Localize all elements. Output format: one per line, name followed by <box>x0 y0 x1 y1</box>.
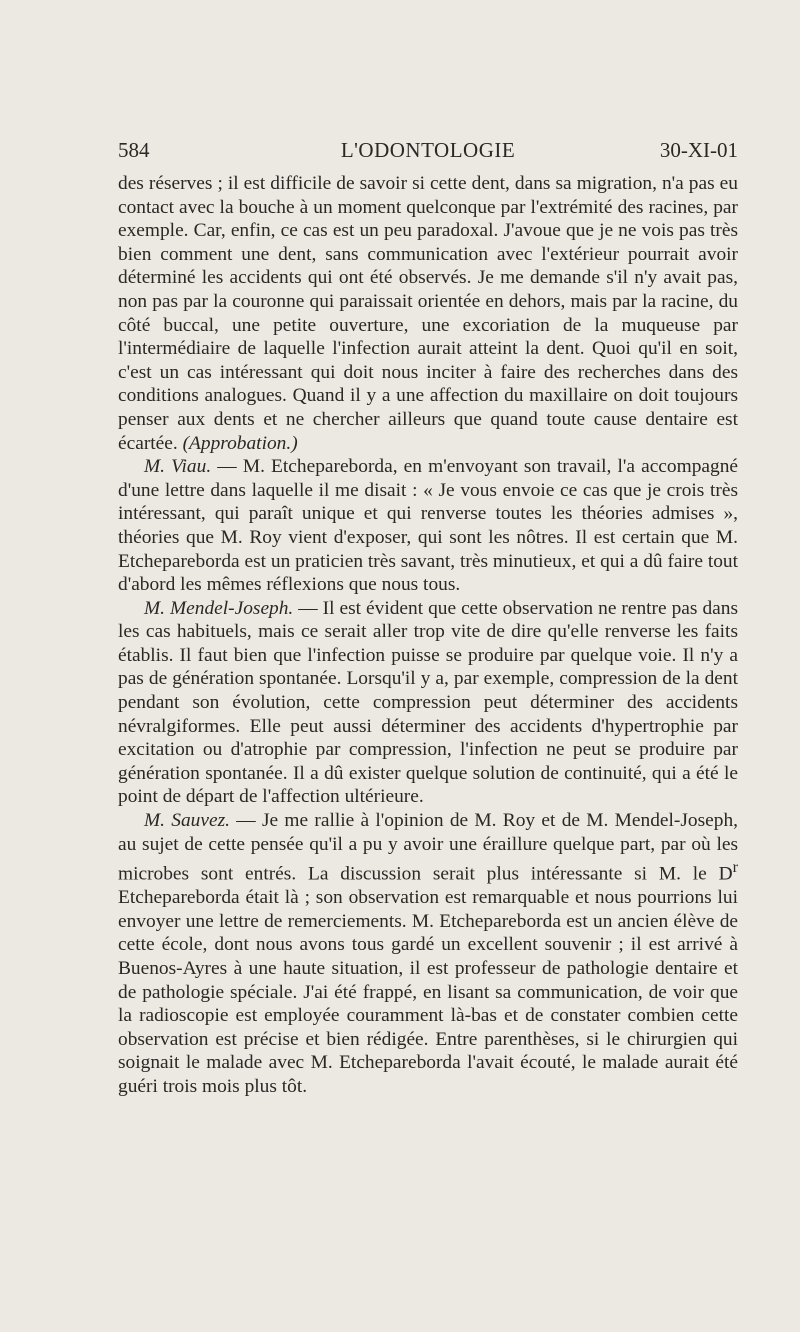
speaker-name: M. Viau. <box>144 456 212 478</box>
page-number: 584 <box>118 138 150 162</box>
paragraph-text: — Il est évident que cette observation ne rentre pas dans les cas habituels, mais ce serait aller trop vite de dire qu'elle renverse les faits établis. Il faut bien que l'infection puisse se produire par quelque voie. Il n'y a pas de génération spontanée. Lorsqu'il y a, par exemple, compression de la dent pendant son évolution, cette compression peut déterminer des accidents névralgiformes. Elle peut aussi déterminer des accidents d'hypertrophie par excitation ou d'atrophie par compression, l'infection ne peut se produire par génération spontanée. Il a dû exister quelque solution de continuité, qui a été le point de départ de l'affection ultérieure. <box>118 597 738 808</box>
speaker-name: M. Sauvez. <box>144 810 230 832</box>
paragraph-text: — Je me rallie à l'opinion de M. Roy et de M. Mendel-Joseph, au sujet de cette pensée qu'il a pu y avoir une éraillure quelque part, par où les microbes sont entrés. La discussion serait plus intéressante si M. le D <box>118 810 738 885</box>
paragraph-sauvez <box>118 809 738 1099</box>
paragraph-viau <box>118 455 738 597</box>
running-header <box>118 138 738 168</box>
applause-note: (Approbation.) <box>182 432 298 454</box>
paragraph-text: des réserves ; il est difficile de savoir si cette dent, dans sa migration, n'a pas eu contact avec la bouche à un moment quelconque par l'extrémité des racines, par exemple. Car, enfin, ce cas est un peu paradoxal. J'avoue que je ne vois pas très bien comment une dent, sans communication avec l'extérieur pourrait avoir déterminé les accidents qui ont été observés. Je me demande s'il n'y avait pas, non pas par la couronne qui paraissait orientée en dehors, mais par la racine, du côté buccal, une petite ouverture, une excoriation de la muqueuse par l'intermédiaire de laquelle l'infection aurait atteint la dent. Quoi qu'il en soit, c'est un cas intéressant qui doit nous inciter à faire des recherches dans des conditions analogues. Quand il y a une affection du maxillaire on doit toujours penser aux dents et ne chercher ailleurs que quand toute cause dentaire est écartée. <box>118 173 738 454</box>
paragraph-continuation <box>118 172 738 455</box>
superscript-r: r <box>732 859 738 877</box>
journal-title: L'ODONTOLOGIE <box>340 138 516 162</box>
paragraph-mendel-joseph <box>118 597 738 809</box>
issue-date: 30-XI-01 <box>659 138 738 162</box>
speaker-name: M. Mendel-Joseph. <box>144 597 294 619</box>
body-text <box>118 172 738 1099</box>
paragraph-text: — M. Etchepareborda, en m'envoyant son travail, l'a accompagné d'une lettre dans laquelle il me disait : « Je vous envoie ce cas que je crois très intéressant, qui paraît unique et qui renverse toutes les théories admises », théories que M. Roy vient d'exposer, qui sont les nôtres. Il est certain que M. Etchepareborda est un praticien très savant, très minutieux, et qui a dû faire tout d'abord les mêmes réflexions que nous tous. <box>118 456 738 596</box>
paragraph-text: Etchepareborda était là ; son observation est remarquable et nous pourrions lui envoyer une lettre de remerciements. M. Etchepareborda est un ancien élève de cette école, dont nous avons tous gardé un excellent souvenir ; il est arrivé à Buenos-Ayres à une haute situation, il est professeur de pathologie dentaire et de pathologie spéciale. J'ai été frappé, en lisant sa communication, de voir que la radioscopie est employée couramment là-bas et de constater combien cette observation est précise et bien rédigée. Entre parenthèses, si le chirurgien qui soignait le malade avec M. Etchepareborda l'avait écouté, le malade aurait été guéri trois mois plus tôt. <box>118 887 738 1098</box>
